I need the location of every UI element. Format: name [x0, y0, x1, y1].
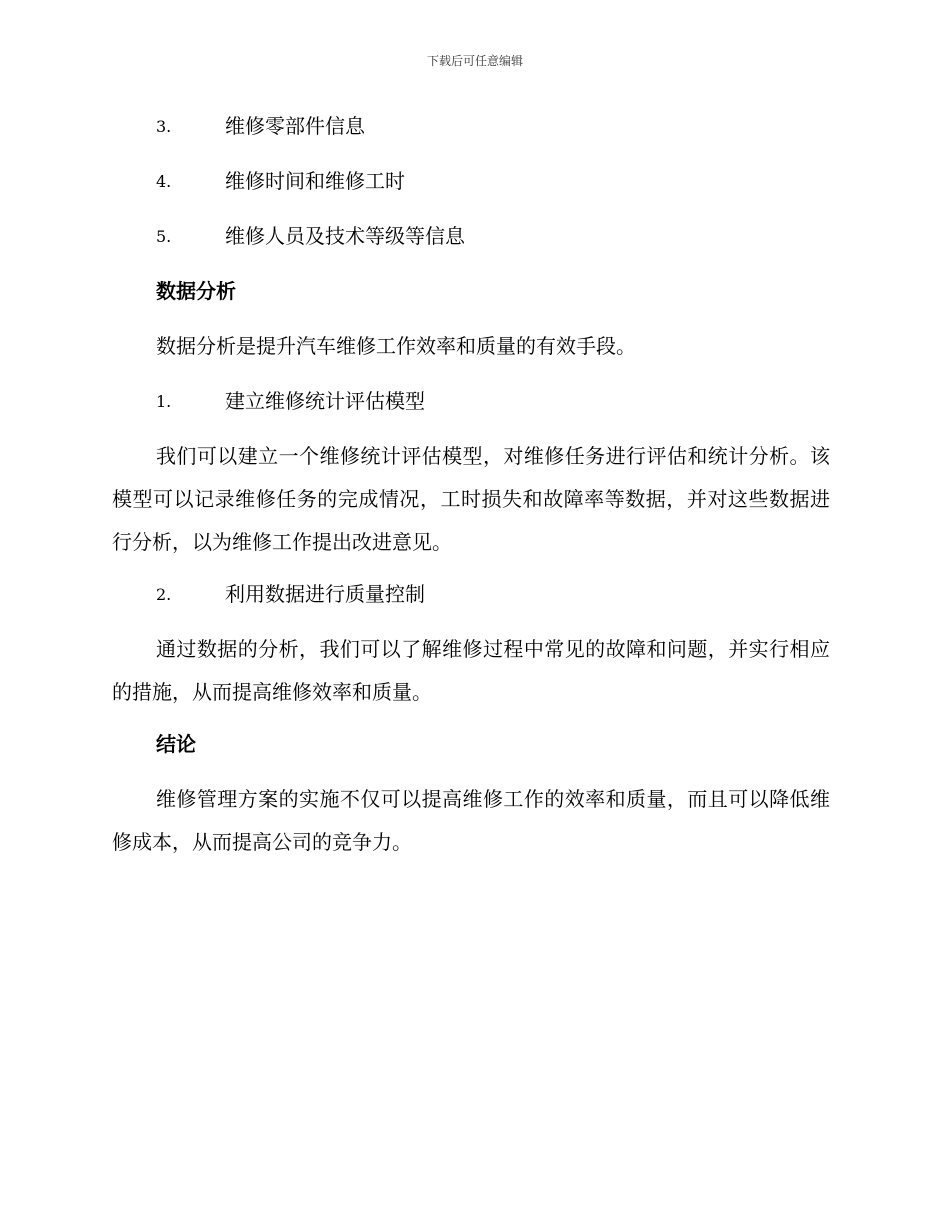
list-item	[112, 576, 830, 613]
analysis-paragraph-1: 我们可以建立一个维修统计评估模型，对维修任务进行评估和统计分析。该模型可以记录维修任务的完成情况，工时损失和故障率等数据，并对这些数据进行分析，以为维修工作提出改进意见。	[112, 444, 830, 554]
list-item	[112, 218, 830, 255]
document-body	[112, 108, 830, 876]
list-item-number: 2.	[156, 585, 172, 604]
list-item-number: 5.	[156, 227, 172, 246]
analysis-intro-paragraph: 数据分析是提升汽车维修工作效率和质量的有效手段。	[156, 334, 636, 358]
page-header: 下载后可任意编辑	[426, 54, 523, 68]
list-item-text: 利用数据进行质量控制	[225, 582, 425, 606]
analysis-paragraph-2: 通过数据的分析，我们可以了解维修过程中常见的故障和问题，并实行相应的措施，从而提高维修效率和质量。	[112, 637, 830, 704]
section-heading-conclusion: 结论	[156, 732, 196, 756]
list-item-text: 建立维修统计评估模型	[225, 389, 425, 413]
list-item	[112, 163, 830, 200]
list-item-number: 3.	[156, 117, 172, 136]
list-item	[112, 383, 830, 420]
list-item-text: 维修时间和维修工时	[225, 169, 405, 193]
conclusion-paragraph: 维修管理方案的实施不仅可以提高维修工作的效率和质量，而且可以降低维修成本，从而提高公司的竞争力。	[112, 787, 830, 854]
list-item-number: 4.	[156, 172, 172, 191]
list-item-text: 维修人员及技术等级等信息	[225, 224, 465, 248]
list-item-number: 1.	[156, 392, 172, 411]
list-item-text: 维修零部件信息	[225, 114, 365, 138]
section-heading-analysis: 数据分析	[156, 279, 236, 303]
list-item	[112, 108, 830, 145]
